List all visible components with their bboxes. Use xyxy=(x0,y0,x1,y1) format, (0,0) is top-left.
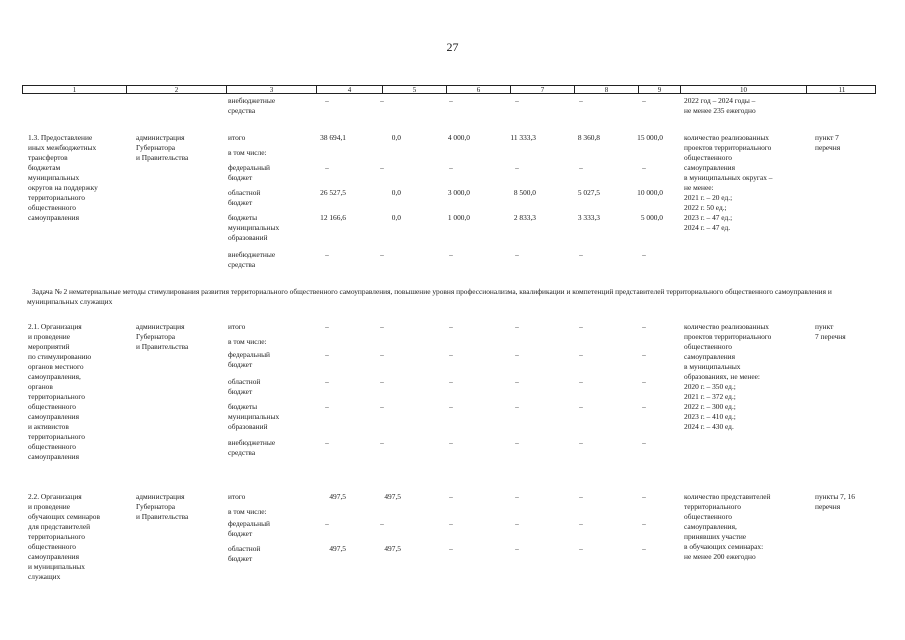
value-cell: – xyxy=(579,544,583,553)
value-cell: 5 027,5 xyxy=(577,188,600,197)
funding-source-label: итого xyxy=(228,322,246,331)
value-cell: 497,5 xyxy=(329,492,346,501)
value-cell: – xyxy=(579,96,583,105)
value-cell: – xyxy=(449,544,453,553)
value-cell: 3 000,0 xyxy=(447,188,470,197)
reference: пункт 7 перечня xyxy=(815,322,846,341)
value-cell: – xyxy=(449,350,453,359)
value-cell: – xyxy=(515,322,519,331)
value-cell: 5 000,0 xyxy=(640,213,663,222)
measure-title: 2.1. Организация и проведение мероприятий по стимулированию органов местного самоуправления, органов территориального общественного самоуправления и активистов территориального общественного самоуправления xyxy=(28,322,92,461)
measure-title: 1.3. Предоставление иных межбюджетных трансфертов бюджетам муниципальных округов на поддержку территориального общественного самоуправления xyxy=(28,133,98,222)
value-cell: – xyxy=(515,96,519,105)
value-cell: – xyxy=(380,322,384,331)
value-cell: – xyxy=(642,163,646,172)
value-cell: – xyxy=(325,438,329,447)
value-cell: – xyxy=(380,96,384,105)
value-cell: – xyxy=(380,350,384,359)
value-cell: 8 360,8 xyxy=(577,133,600,142)
value-cell: – xyxy=(515,519,519,528)
value-cell: – xyxy=(380,438,384,447)
value-cell: – xyxy=(642,519,646,528)
table-header-row xyxy=(22,85,876,94)
value-cell: – xyxy=(642,544,646,553)
value-cell: – xyxy=(579,377,583,386)
expected-result: количество реализованных проектов территориального общественного самоуправления в муниципальных округах – не менее: 2021 г. – 20 ед.; 2022 г. 50 ед.; 2023 г. – 47 ед.; 2024 г. – 47 ед. xyxy=(684,133,773,232)
value-cell: – xyxy=(449,163,453,172)
value-cell: – xyxy=(449,438,453,447)
value-cell: 4 000,0 xyxy=(447,133,470,142)
value-cell: 38 694,1 xyxy=(320,133,346,142)
value-cell: 8 500,0 xyxy=(513,188,536,197)
header-col-1: 1 xyxy=(23,86,127,94)
value-cell: – xyxy=(380,402,384,411)
header-col-2: 2 xyxy=(127,86,227,94)
funding-source-label: областной бюджет xyxy=(228,188,261,207)
value-cell: – xyxy=(325,322,329,331)
funding-source-label: в том числе: xyxy=(228,337,267,346)
value-cell: – xyxy=(642,250,646,259)
funding-source-label: федеральный бюджет xyxy=(228,350,270,369)
value-cell: 2 833,3 xyxy=(513,213,536,222)
measure-title: 2.2. Организация и проведение обучающих семинаров для представителей территориального общественного самоуправления и муниципальных служащих xyxy=(28,492,100,581)
executor: администрация Губернатора и Правительства xyxy=(136,133,189,162)
value-cell: – xyxy=(642,322,646,331)
header-col-5: 5 xyxy=(383,86,447,94)
header-col-7: 7 xyxy=(511,86,575,94)
funding-source-label: внебюджетные средства xyxy=(228,438,276,457)
funding-source-label: бюджеты муниципальных образований xyxy=(228,213,280,242)
value-cell: – xyxy=(579,163,583,172)
header-col-6: 6 xyxy=(447,86,511,94)
value-cell: 497,5 xyxy=(384,544,401,553)
header-col-8: 8 xyxy=(575,86,639,94)
value-cell: – xyxy=(515,438,519,447)
value-cell: – xyxy=(449,96,453,105)
value-cell: 0,0 xyxy=(391,133,401,142)
funding-source-label: внебюджетные средства xyxy=(228,250,276,269)
value-cell: 0,0 xyxy=(391,188,401,197)
value-cell: – xyxy=(380,250,384,259)
value-cell: – xyxy=(515,492,519,501)
funding-source-label: федеральный бюджет xyxy=(228,163,270,182)
value-cell: 12 166,6 xyxy=(320,213,346,222)
value-cell: – xyxy=(579,492,583,501)
value-cell: – xyxy=(449,377,453,386)
value-cell: – xyxy=(325,519,329,528)
value-cell: – xyxy=(449,322,453,331)
value-cell: – xyxy=(642,402,646,411)
value-cell: – xyxy=(642,350,646,359)
value-cell: – xyxy=(325,350,329,359)
value-cell: – xyxy=(579,519,583,528)
value-cell: – xyxy=(449,250,453,259)
funding-source-label: бюджеты муниципальных образований xyxy=(228,402,280,431)
header-col-4: 4 xyxy=(317,86,383,94)
executor: администрация Губернатора и Правительства xyxy=(136,492,189,521)
value-cell: – xyxy=(325,402,329,411)
value-cell: – xyxy=(515,402,519,411)
value-cell: – xyxy=(449,402,453,411)
value-cell: – xyxy=(515,250,519,259)
value-cell: 11 333,3 xyxy=(510,133,536,142)
expected-result: количество представителей территориального общественного самоуправления, принявших участие в обучающих семинарах: не менее 200 ежегодно xyxy=(684,492,771,561)
value-cell: – xyxy=(579,250,583,259)
value-cell: – xyxy=(642,438,646,447)
header-col-3: 3 xyxy=(227,86,317,94)
value-cell: – xyxy=(449,519,453,528)
page-number: 27 xyxy=(446,40,459,54)
value-cell: – xyxy=(579,350,583,359)
value-cell: 15 000,0 xyxy=(637,133,663,142)
value-cell: – xyxy=(325,96,329,105)
value-cell: – xyxy=(325,250,329,259)
reference: пункт 7 перечня xyxy=(815,133,841,152)
value-cell: – xyxy=(579,402,583,411)
value-cell: – xyxy=(642,377,646,386)
header-col-10: 10 xyxy=(681,86,807,94)
executor: администрация Губернатора и Правительства xyxy=(136,322,189,351)
value-cell: – xyxy=(380,377,384,386)
value-cell: – xyxy=(515,350,519,359)
value-cell: – xyxy=(579,322,583,331)
funding-source-label: итого xyxy=(228,492,246,501)
value-cell: – xyxy=(642,96,646,105)
extra-budget-label: внебюджетные средства xyxy=(228,96,276,115)
expected-result: количество реализованных проектов территориального общественного самоуправления в муниципальных образованиях, не менее: 2020 г. – 350 ед.; 2021 г. – 372 ед.; 2022 г. – 300 ед.; 2023 г. – 410 ед.; 2024 г. – 430 ед. xyxy=(684,322,772,431)
value-cell: – xyxy=(380,519,384,528)
value-cell: – xyxy=(642,492,646,501)
value-cell: 3 333,3 xyxy=(577,213,600,222)
value-cell: – xyxy=(380,163,384,172)
value-cell: 10 000,0 xyxy=(637,188,663,197)
value-cell: 497,5 xyxy=(329,544,346,553)
reference: пункты 7, 16 перечня xyxy=(815,492,855,511)
value-cell: 1 000,0 xyxy=(447,213,470,222)
value-cell: 497,5 xyxy=(384,492,401,501)
value-cell: 0,0 xyxy=(391,213,401,222)
header-col-9: 9 xyxy=(639,86,681,94)
expected-result: 2022 год – 2024 годы – не менее 235 ежегодно xyxy=(684,96,756,115)
funding-source-label: федеральный бюджет xyxy=(228,519,270,538)
task-heading: Задача № 2 нематериальные методы стимулирования развития территориального общественного самоуправления, повышение уровня профессионализма, квалификации и компетенций представителей территориального общественного самоуправления и муниципальных служащих xyxy=(27,287,832,306)
value-cell: – xyxy=(579,438,583,447)
value-cell: – xyxy=(449,492,453,501)
header-col-11: 11 xyxy=(838,86,846,94)
value-cell: – xyxy=(515,377,519,386)
funding-source-label: областной бюджет xyxy=(228,544,261,563)
value-cell: – xyxy=(325,377,329,386)
funding-source-label: в том числе: xyxy=(228,507,267,516)
funding-source-label: областной бюджет xyxy=(228,377,261,396)
value-cell: – xyxy=(515,163,519,172)
funding-source-label: в том числе: xyxy=(228,148,267,157)
value-cell: – xyxy=(325,163,329,172)
value-cell: 26 527,5 xyxy=(320,188,346,197)
funding-source-label: итого xyxy=(228,133,246,142)
value-cell: – xyxy=(515,544,519,553)
